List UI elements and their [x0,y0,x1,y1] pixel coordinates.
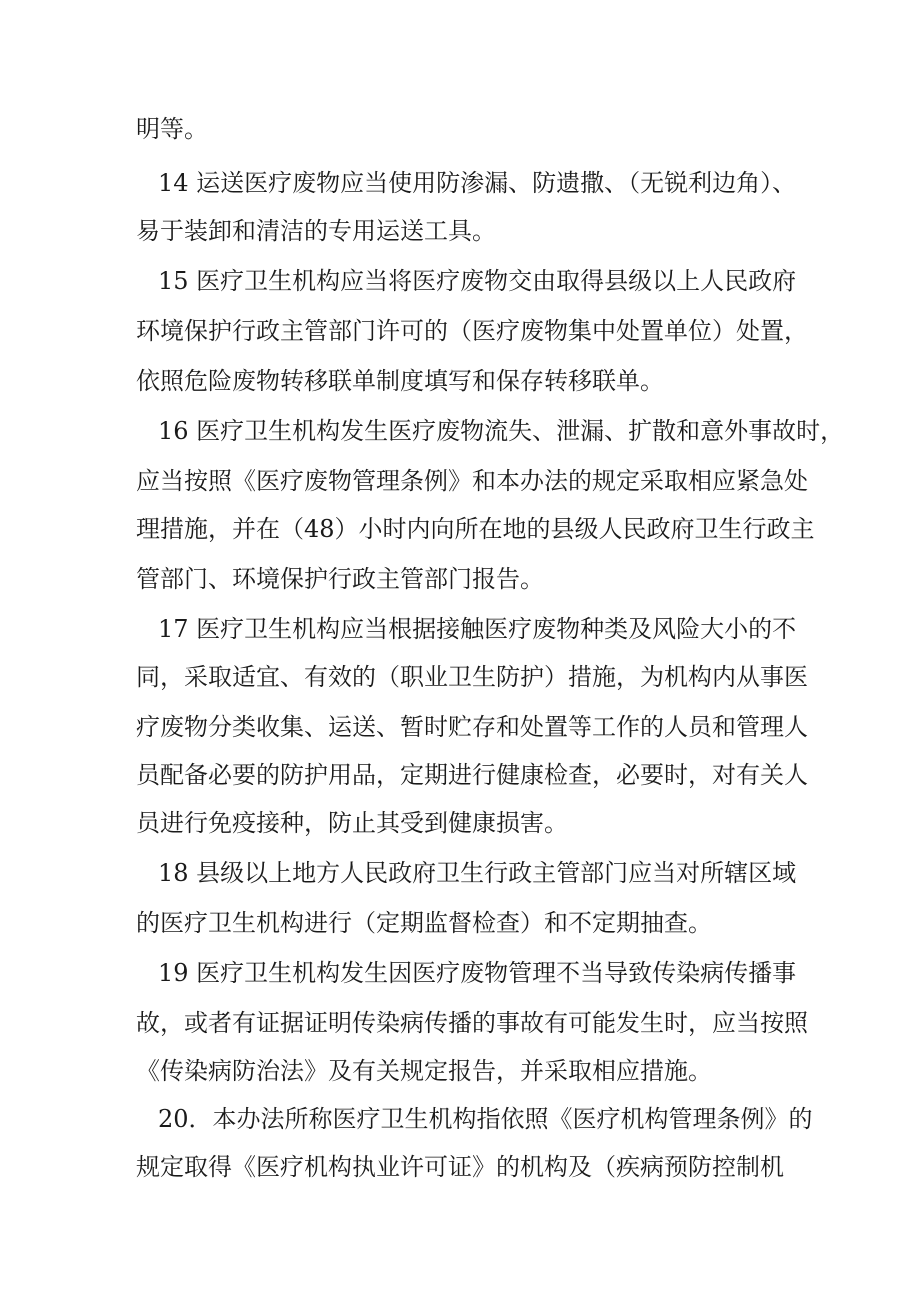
text-line: 理措施，并在（48）小时内向所在地的县级人民政府卫生行政主 [136,515,815,543]
text-line: 20．本办法所称医疗卫生机构指依照《医疗机构管理条例》的 [158,1105,813,1133]
text-line: 16 医疗卫生机构发生医疗废物流失、泄漏、扩散和意外事故时， [158,417,845,445]
text-line: 的医疗卫生机构进行（定期监督检查）和不定期抽查。 [136,909,712,937]
text-line: 18 县级以上地方人民政府卫生行政主管部门应当对所辖区域 [158,859,797,887]
text-line: 依照危险废物转移联单制度填写和保存转移联单。 [136,367,664,395]
text-line: 故，或者有证据证明传染病传播的事故有可能发生时，应当按照 [136,1009,808,1037]
text-line: 应当按照《医疗废物管理条例》和本办法的规定采取相应紧急处 [136,467,808,495]
text-line: 管部门、环境保护行政主管部门报告。 [136,565,544,593]
text-line: 环境保护行政主管部门许可的（医疗废物集中处置单位）处置， [136,317,808,345]
text-line: 员进行免疫接种，防止其受到健康损害。 [136,809,568,837]
text-line: 17 医疗卫生机构应当根据接触医疗废物种类及风险大小的不 [158,615,797,643]
text-line: 明等。 [136,115,208,143]
text-line: 14 运送医疗废物应当使用防渗漏、防遗撒、（无锐利边角）、 [158,169,797,197]
text-line: 员配备必要的防护用品，定期进行健康检查，必要时，对有关人 [136,761,808,789]
text-line: 15 医疗卫生机构应当将医疗废物交由取得县级以上人民政府 [158,267,797,295]
text-line: 规定取得《医疗机构执业许可证》的机构及（疾病预防控制机 [136,1153,784,1181]
text-line: 同，采取适宜、有效的（职业卫生防护）措施，为机构内从事医 [136,663,808,691]
text-line: 疗废物分类收集、运送、暂时贮存和处置等工作的人员和管理人 [136,713,808,741]
text-line: 19 医疗卫生机构发生因医疗废物管理不当导致传染病传播事 [158,959,797,987]
text-line: 易于装卸和清洁的专用运送工具。 [136,217,496,245]
text-line: 《传染病防治法》及有关规定报告，并采取相应措施。 [136,1057,712,1085]
